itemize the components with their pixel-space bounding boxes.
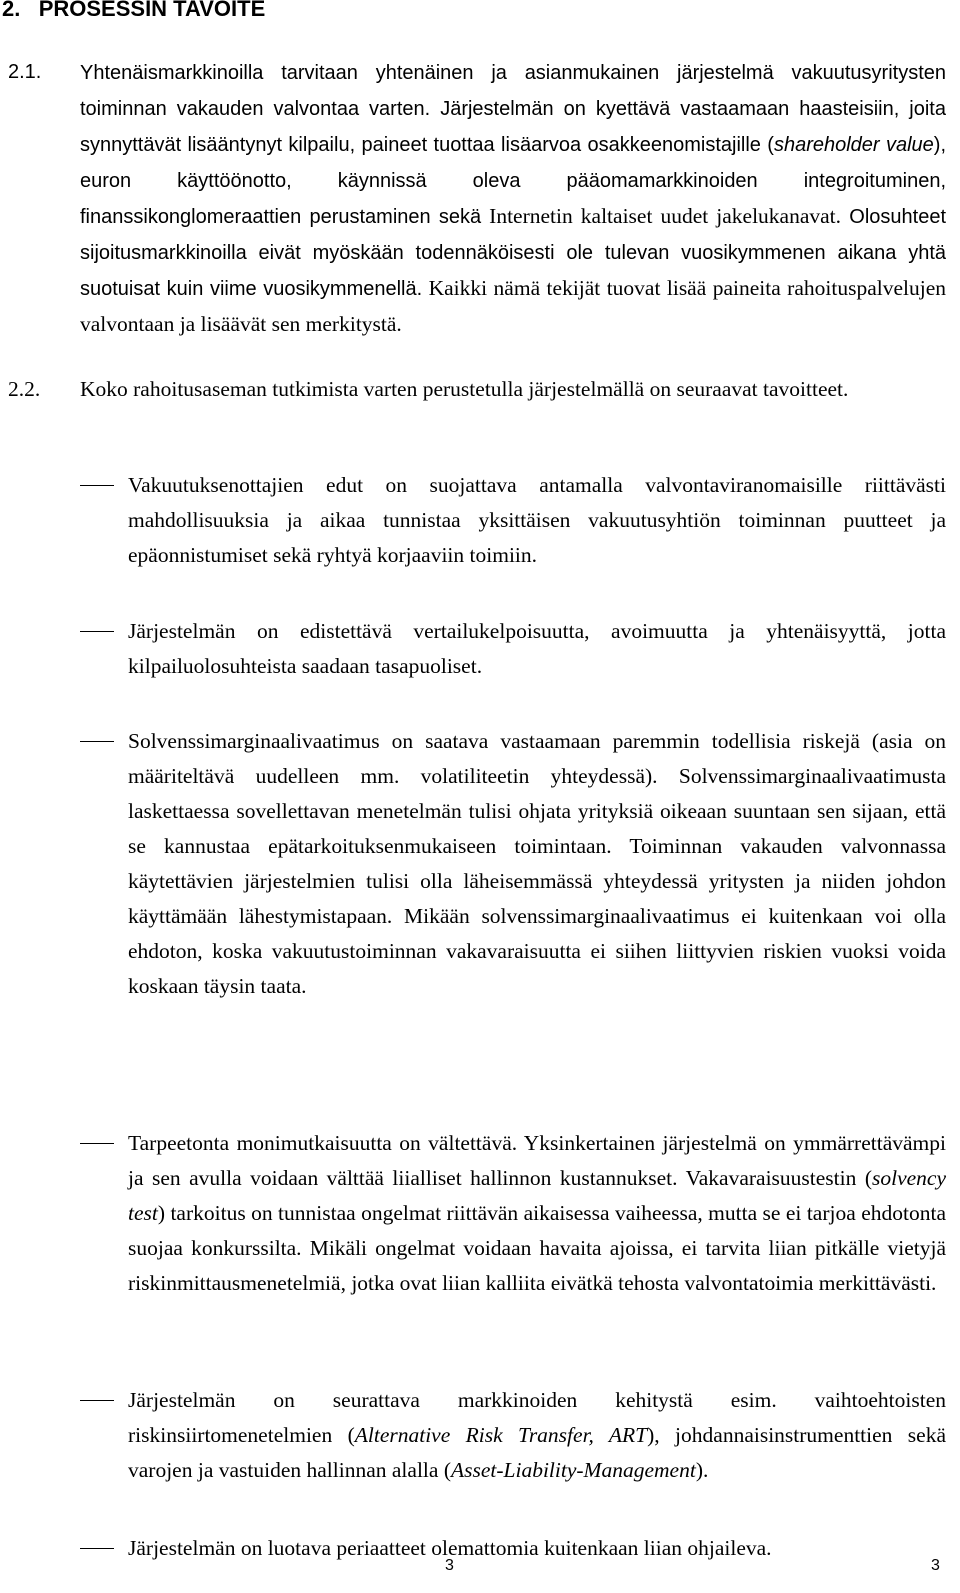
dash-marker [80,741,114,742]
page-number-left: 3 [445,1557,454,1574]
page-number-right: 3 [931,1557,940,1574]
section-heading [2,0,265,24]
paragraph-text: Koko rahoitusaseman tutkimista varten perustetulla järjestelmällä on seuraavat tavoitteet. [80,377,849,401]
paragraph-number: 2.1. [8,61,42,83]
bullet-text: Vakuutuksenottajien edut on suojattava antamalla valvontaviranomaisille riittävästi mahdollisuuksia ja aikaa tunnistaa yksittäisen vakuutusyhtiön toiminnan puutteet ja epäonnistumiset sekä ryhtyä korjaaviin toimiin. [128,473,946,567]
shareholder-value-term: shareholder value [773,134,934,156]
dash-marker [80,1548,114,1549]
sentence-4: Olosuhteet sijoitusmarkkinoilla eivät myöskään todennäköisesti ole tulevan vuosikymmenen aikana yhtä suotuisat kuin viime vuosikymmenellä. [80,206,946,300]
heading-title: PROSESSIN TAVOITE [38,0,266,21]
dash-marker [80,1143,114,1144]
paragraph-text [80,55,946,342]
bullet-text: Järjestelmän on seurattava markkinoiden kehitystä esim. vaihtoehtoisten riskinsiirtomenetelmien (Alternative Risk Transfer, ART), johdannaisinstrumenttien sekä varojen ja vastuiden hallinnan alalla (Asset-Liability-Management). [128,1388,946,1482]
solvency-test-term: solvency test [128,1166,946,1225]
paragraph-number: 2.2. [8,377,41,401]
sentence-5: Kaikki nämä tekijät tuovat lisää paineita rahoituspalvelujen valvontaan ja lisäävät sen merkitystä. [80,276,946,336]
sentence-2-start: Järjestelmän on kyettävä vastaamaan haasteisiin, joita synnyttävät lisääntynyt kilpailu, paineet tuottaa lisäarvoa osakkeenomistajille ( [80,98,946,156]
bullet-text: Tarpeetonta monimutkaisuutta on vältettävä. Yksinkertainen järjestelmä on ymmärrettävämpi ja sen avulla voidaan välttää liialliset hallinnon kustannukset. Vakavaraisuustestin (solvency test) tarkoitus on tunnistaa ongelmat riittävän aikaisessa vaiheessa, mutta se ei tarjoa ehdotonta suojaa konkurssilta. Mikäli ongelmat voidaan havaita ajoissa, ei tarvita liian pitkälle vietyjä riskinmittausmenetelmiä, jotka ovat liian kalliita eivätkä tehosta valvontatoimia merkittävästi. [128,1131,946,1295]
dash-marker [80,1400,114,1401]
dash-marker [80,631,114,632]
alm-term: Asset-Liability-Management [450,1458,696,1482]
heading-number: 2. [2,0,21,21]
art-term: Alternative Risk Transfer, ART [354,1423,648,1447]
bullet-text: Järjestelmän on edistettävä vertailukelpoisuutta, avoimuutta ja yhtenäisyyttä, jotta kilpailuolosuhteista saadaan tasapuoliset. [128,619,946,678]
sentence-2-end: ), euron käyttöönotto, käynnissä oleva pääomamarkkinoiden integroituminen, finanssikonglomeraattien perustaminen sekä [80,134,946,228]
bullet-text: Järjestelmän on luotava periaatteet olemattomia kuitenkaan liian ohjaileva. [128,1536,772,1560]
sentence-3: Internetin kaltaiset uudet jakelukanavat. [481,204,842,228]
bullet-text: Solvenssimarginaalivaatimus on saatava vastaamaan paremmin todellisia riskejä (asia on määriteltävä uudelleen mm. volatiliteetin yhteydessä). Solvenssimarginaalivaatimusta laskettaessa sovellettavan menetelmän tulisi ohjata yrityksiä oikeaan suuntaan sen sijaan, että se kannustaa epätarkoituksenmukaiseen toimintaan. Toiminnan vakauden valvonnassa käytettävien järjestelmien tulisi olla läheisemmässä yhteydessä yritysten ja niiden johdon käyttämään lähestymistapaan. Mikään solvenssimarginaalivaatimus ei kuitenkaan voi olla ehdoton, koska vakuutustoiminnan vakavaraisuutta ei siihen liittyvien riskien vuoksi voida koskaan täysin taata. [128,729,946,998]
sentence-1: Yhtenäismarkkinoilla tarvitaan yhtenäinen ja asianmukainen järjestelmä vakuutusyritysten toiminnan vakauden valvontaa varten. [80,62,946,120]
dash-marker [80,485,114,486]
